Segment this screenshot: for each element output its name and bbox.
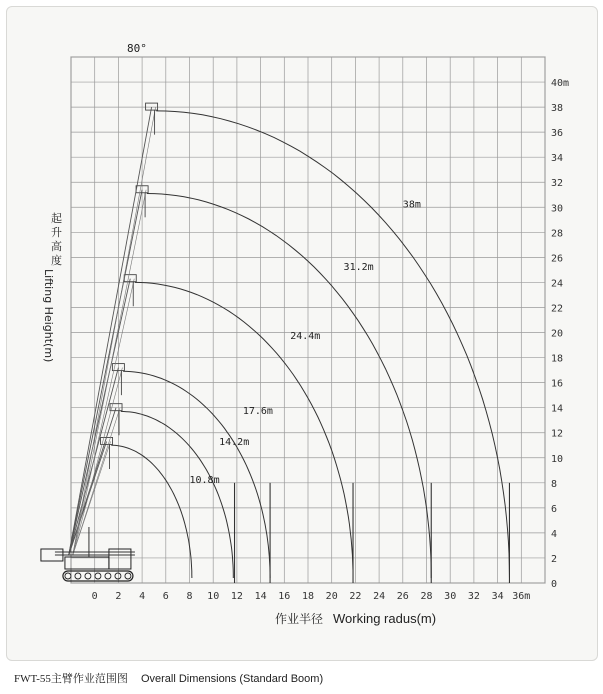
y-tick-label: 22 [551,303,564,315]
y-tick-label: 20 [551,328,564,340]
y-axis-title-char: 升 [51,226,62,239]
x-tick-label: 6 [162,591,169,602]
x-tick-label: 26 [396,591,409,602]
x-tick-label: 32 [467,591,480,602]
crane-track [63,571,133,581]
x-tick-label: 8 [186,591,193,602]
curve-label: 10.8m [189,474,220,486]
x-axis-ticks [92,591,531,602]
range-curve [135,282,353,578]
curve-label: 24.4m [290,330,321,342]
x-tick-label: 28 [420,591,433,602]
diagram-frame [6,6,598,661]
curve-labels [190,199,421,486]
boom-line [73,368,123,556]
caption-text: Overall Dimensions (Standard Boom) [140,673,324,685]
x-tick-label: 0 [91,591,98,602]
x-tick-label: 22 [349,591,362,602]
y-axis-title-en: Lifting Height(m) [42,269,55,363]
y-tick-label: 6 [551,503,558,515]
track-wheel [125,573,131,579]
y-tick-label: 36 [551,128,564,140]
boom-lines [69,103,158,555]
boom-line [69,190,142,556]
track-wheel [65,573,71,579]
y-tick-label: 2 [551,553,558,565]
working-range-chart [7,7,597,660]
y-tick-label: 40m [551,78,570,90]
track-wheel [85,573,91,579]
y-tick-label: 8 [551,478,558,490]
y-axis-title [42,211,62,362]
y-tick-label: 0 [551,579,558,590]
x-tick-label: 34 [491,591,504,602]
curve-label: 14.2m [219,437,250,449]
y-tick-label: 24 [551,278,564,290]
boom-angle-label: 80° [127,42,147,55]
grid [71,57,545,583]
y-tick-label: 32 [551,178,564,190]
y-tick-label: 28 [551,228,564,240]
track-wheel [115,573,121,579]
x-tick-label: 36m [512,591,531,602]
range-curve [121,411,234,578]
y-tick-label: 16 [551,378,564,390]
y-tick-label: 18 [551,353,564,365]
y-tick-label: 4 [551,528,558,540]
figure-caption [14,670,323,686]
boom-line [69,279,131,556]
crane-body [65,557,109,569]
track-wheel [105,573,111,579]
boom-line [69,107,152,555]
curve-label: 38m [402,199,421,211]
x-axis-title-cn: 作业半径 [275,612,324,626]
y-tick-label: 26 [551,253,564,265]
y-axis-ticks [551,78,569,590]
curve-label: 17.6m [242,405,273,417]
x-axis-title [275,611,436,626]
curve-label: 31.2m [343,261,374,273]
y-axis-title-char: 起 [51,212,62,225]
y-tick-label: 34 [551,153,564,165]
x-tick-label: 24 [373,591,386,602]
x-tick-label: 4 [139,591,146,602]
y-tick-label: 38 [551,103,564,115]
crane-drawing [41,527,135,581]
y-tick-label: 30 [551,203,564,215]
boom-line [73,107,156,555]
track-wheel [75,573,81,579]
y-axis-title-cn [51,211,62,267]
y-axis-title-char: 高 [51,240,62,253]
track-wheel [95,573,101,579]
x-tick-label: 12 [230,591,243,602]
x-axis-title-en: Working radus(m) [333,611,437,626]
boom-line [73,190,146,556]
x-tick-label: 30 [444,591,457,602]
y-tick-label: 12 [551,428,564,440]
caption-code: FWT-55主臂作业范围图 [14,673,128,685]
y-axis-title-char: 度 [51,254,62,267]
x-tick-label: 20 [325,591,338,602]
x-tick-label: 10 [207,591,220,602]
y-tick-label: 14 [551,403,564,415]
y-tick-label: 10 [551,453,564,465]
x-tick-label: 18 [301,591,315,602]
boom-line [73,279,135,556]
x-tick-label: 16 [278,591,291,602]
x-tick-label: 2 [115,591,122,602]
x-tick-label: 14 [254,591,267,602]
